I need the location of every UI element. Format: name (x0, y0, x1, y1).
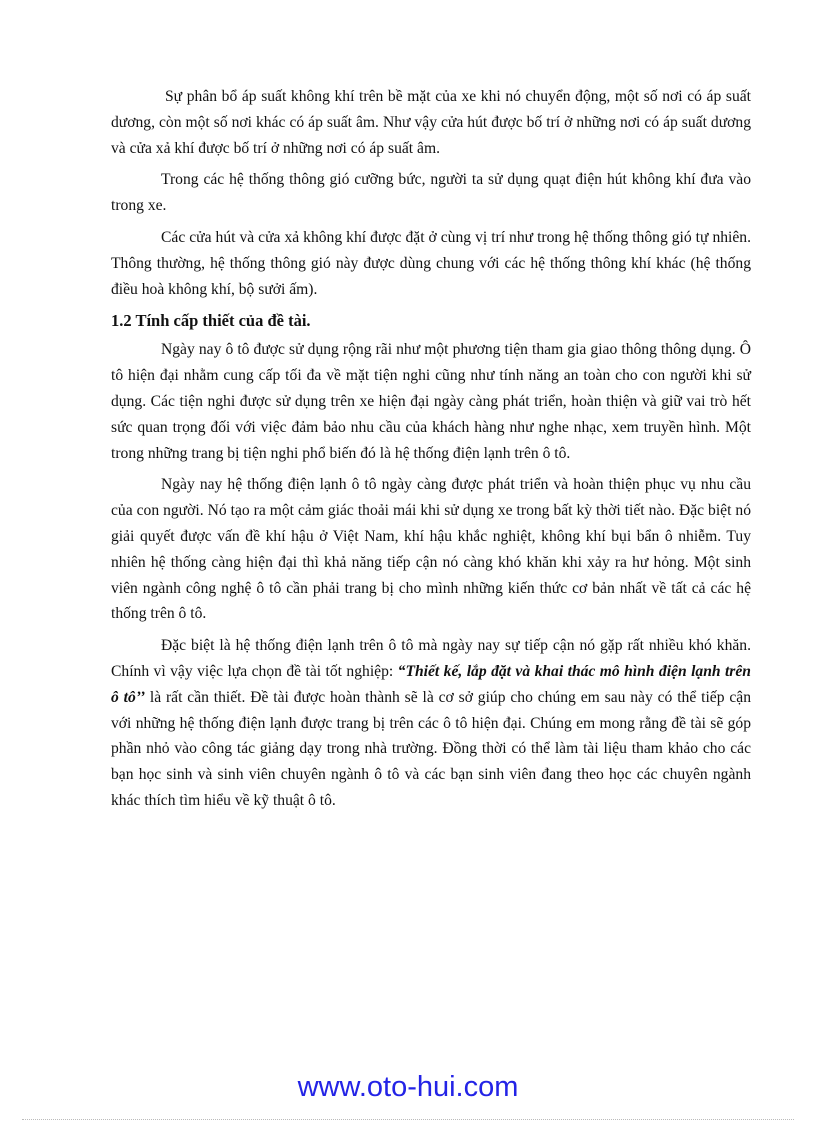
paragraph-thesis-topic (111, 633, 751, 814)
paragraph-ac-development: Ngày nay hệ thống điện lạnh ô tô ngày càng được phát triển và hoàn thiện phục vụ nhu cầu của con người. Nó tạo ra một cảm giác thoải mái khi sử dụng xe trong bất kỳ thời tiết nào. Đặc biệt nó giải quyết được vấn đề khí hậu ở Việt Nam, khí hậu khắc nghiệt, không khí bụi bẩn ô nhiễm. Tuy nhiên hệ thống càng hiện đại thì khả năng tiếp cận nó càng khó khăn khi xảy ra hư hỏng. Một sinh viên ngành công nghệ ô tô cần phải trang bị cho mình những kiến thức cơ bản nhất về tất cả các hệ thống trên ô tô. (111, 476, 751, 623)
section-heading: 1.2 Tính cấp thiết của đề tài. (111, 311, 311, 331)
footer-website-link[interactable]: www.oto-hui.com (297, 1071, 519, 1103)
paragraph-vent-locations: Các cửa hút và cửa xả không khí được đặt ở cùng vị trí như trong hệ thống thông gió tự nhiên. Thông thường, hệ thống thông gió này được dùng chung với các hệ thống thông khí khác (hệ thống điều hoà không khí, bộ sưởi ấm). (111, 228, 751, 298)
paragraph-pressure-distribution: Sự phân bổ áp suất không khí trên bề mặt của xe khi nó chuyển động, một số nơi có áp suất dương, còn một số nơi khác có áp suất âm. Như vậy cửa hút được bố trí ở những nơi có áp suất dương và cửa xả khí được bố trí ở những nơi có áp suất âm. (111, 88, 751, 157)
thesis-title: “Thiết kế, lắp đặt và khai thác mô hình điện lạnh trên ô tô’’ (111, 662, 751, 706)
paragraph-modern-cars: Ngày nay ô tô được sử dụng rộng rãi như một phương tiện tham gia giao thông thông dụng. Ô tô hiện đại nhằm cung cấp tối đa về mặt tiện nghi cũng như tính năng an toàn cho con người khi sử dụng. Các tiện nghi được sử dụng trên xe hiện đại ngày càng phát triển, hoàn thiện và giữ vai trò hết sức quan trọng đối với việc đảm bảo nhu cầu của khách hàng như nghe nhạc, xem truyền hình. Một trong những trang bị tiện nghi phổ biến đó là hệ thống điện lạnh trên ô tô. (111, 341, 751, 462)
thesis-text-before: Đặc biệt là hệ thống điện lạnh trên ô tô mà ngày nay sự tiếp cận nó gặp rất nhiều khó khăn. Chính vì vậy việc lựa chọn đề tài tốt nghiệp: (111, 637, 751, 680)
paragraph-forced-ventilation: Trong các hệ thống thông gió cưỡng bức, người ta sử dụng quạt điện hút không khí đưa vào trong xe. (111, 171, 751, 215)
document-body (111, 84, 751, 820)
page-bottom-divider (22, 1119, 794, 1120)
thesis-text-after: là rất cần thiết. Đề tài được hoàn thành sẽ là cơ sở giúp cho chúng em sau này có thể tiếp cận với những hệ thống điện lạnh được trang bị trên các ô tô hiện đại. Chúng em mong rằng đề tài sẽ góp phần nhỏ vào công tác giảng dạy trong nhà trường. Đồng thời có thể làm tài liệu tham khảo cho các bạn học sinh và sinh viên chuyên ngành ô tô và các bạn sinh viên đang theo học các chuyên ngành khác thích tìm hiểu về kỹ thuật ô tô. (111, 688, 751, 809)
